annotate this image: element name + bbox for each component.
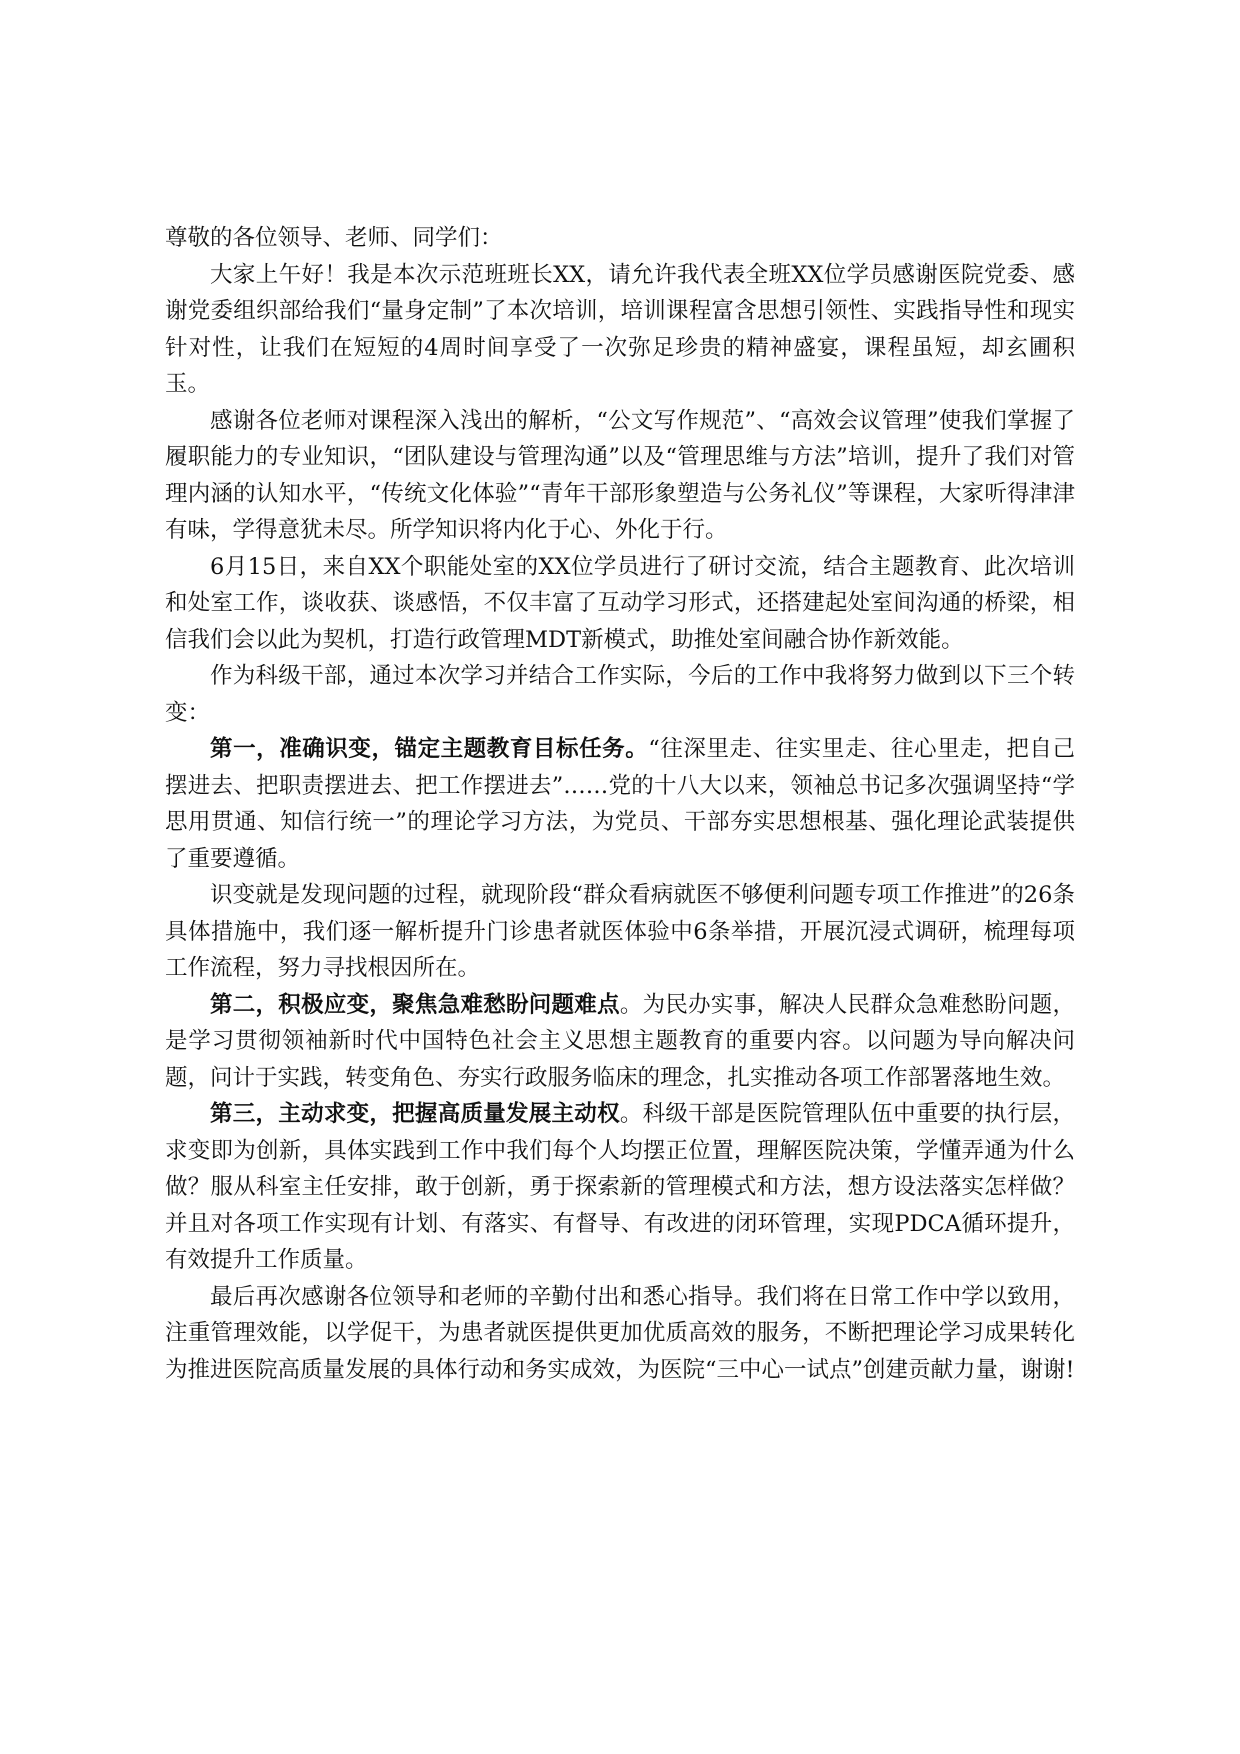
point-three [165, 1096, 1075, 1279]
paragraph-closing: 最后再次感谢各位领导和老师的辛勤付出和悉心指导。我们将在日常工作中学以致用，注重管理效能，以学促干，为患者就医提供更加优质高效的服务，不断把理论学习成果转化为推进医院高质量发展的具体行动和务实成效，为医院“三中心一试点”创建贡献力量，谢谢! [165, 1283, 1075, 1383]
paragraph-identify-change: 识变就是发现问题的过程，就现阶段“群众看病就医不够便利问题专项工作推进”的26条具体措施中，我们逐一解析提升门诊患者就医体验中6条举措，开展沉浸式调研，梳理每项工作流程，努力寻找根因所在。 [165, 882, 1075, 981]
paragraph-three-changes-intro: 作为科级干部，通过本次学习并结合工作实际，今后的工作中我将努力做到以下三个转变： [165, 663, 1075, 726]
point-three-text: 。科级干部是医院管理队伍中重要的执行层，求变即为创新，具体实践到工作中我们每个人均摆正位置，理解医院决策，学懂弄通为什么做？服从科室主任安排，敢于创新，勇于探索新的管理模式和方法，想方设法落实怎样做？并且对各项工作实现有计划、有落实、有督导、有改进的闭环管理，实现PDCA循环提升，有效提升工作质量。 [165, 1101, 1075, 1273]
paragraph-thanks-teachers: 感谢各位老师对课程深入浅出的解析，“公文写作规范”、“高效会议管理”使我们掌握了履职能力的专业知识，“团队建设与管理沟通”以及“管理思维与方法”培训，提升了我们对管理内涵的认知水平，“传统文化体验”“青年干部形象塑造与公务礼仪”等课程，大家听得津津有味，学得意犹未尽。所学知识将内化于心、外化于行。 [165, 407, 1075, 543]
point-one-text: “往深里走、往实里走、往心里走，把自己摆进去、把职责摆进去、把工作摆进去”……党的十八大以来，领袖总书记多次强调坚持“学思用贯通、知信行统一”的理论学习方法，为党员、干部夯实思想根基、强化理论武装提供了重要遵循。 [165, 736, 1075, 872]
point-two-lead: 第二，积极应变，聚焦急难愁盼问题难点 [210, 991, 620, 1018]
paragraph-opening: 大家上午好！我是本次示范班班长XX，请允许我代表全班XX位学员感谢医院党委、感谢党委组织部给我们“量身定制”了本次培训，培训课程富含思想引领性、实践指导性和现实针对性，让我们在短短的4周时间享受了一次弥足珍贵的精神盛宴，课程虽短，却玄圃积玉。 [165, 261, 1075, 397]
paragraph-seminar: 6月15日，来自XX个职能处室的XX位学员进行了研讨交流，结合主题教育、此次培训和处室工作，谈收获、谈感悟，不仅丰富了互动学习形式，还搭建起处室间沟通的桥梁，相信我们会以此为契机，打造行政管理MDT新模式，助推处室间融合协作新效能。 [165, 553, 1075, 653]
point-two [165, 987, 1075, 1097]
point-one-lead: 第一，准确识变，锚定主题教育目标任务。 [210, 736, 649, 762]
document-body [165, 220, 1075, 1388]
salutation: 尊敬的各位领导、老师、同学们： [165, 225, 503, 251]
point-three-lead: 第三，主动求变，把握高质量发展主动权 [210, 1101, 620, 1127]
point-one [165, 731, 1075, 877]
point-two-text: 。为民办实事，解决人民群众急难愁盼问题，是学习贯彻领袖新时代中国特色社会主义思想主题教育的重要内容。以问题为导向解决问题，问计于实践，转变角色、夯实行政服务临床的理念，扎实推动各项工作部署落地生效。 [165, 991, 1075, 1091]
